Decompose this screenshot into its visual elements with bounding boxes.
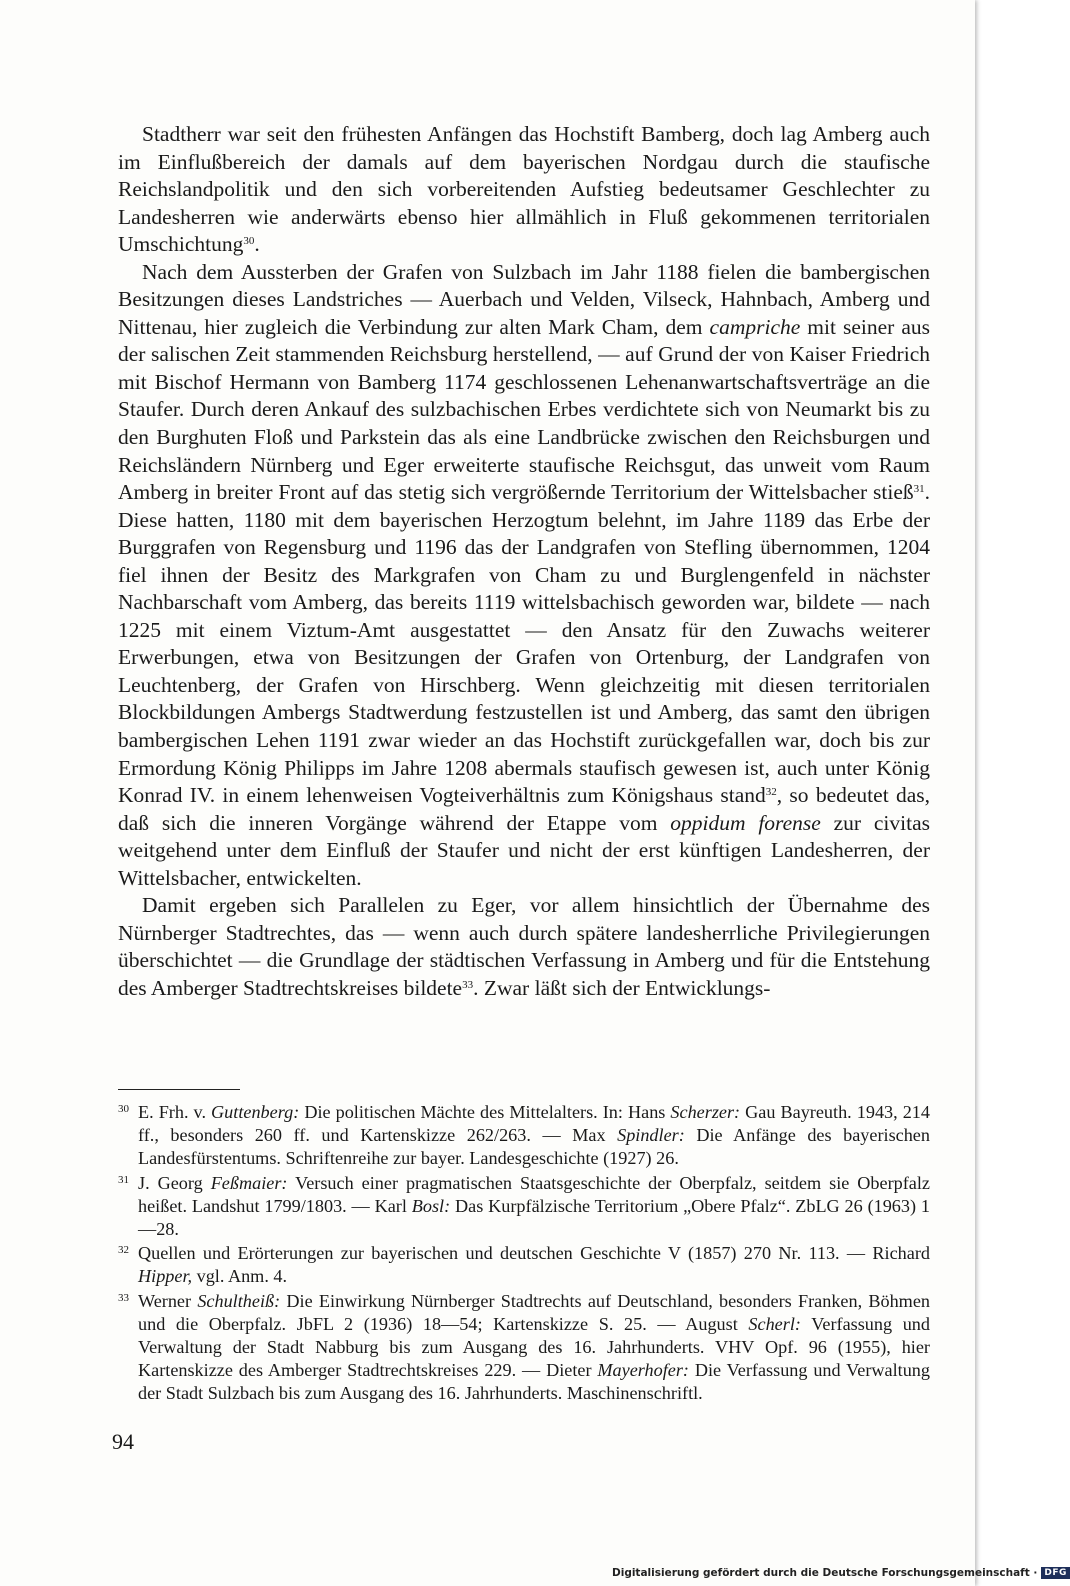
italic-text: campriche (709, 314, 801, 339)
paragraph-1 (118, 121, 930, 259)
text-run: Stadtherr war seit den frühesten Anfängen das Hochstift Bamberg, doch lag Amberg auch im Einflußbereich der damals auf dem bayerischen Nordgau durch die staufische Reichslandpolitik und den sich vorbereitenden Aufstieg bedeutsamer Geschlechter zu Landesherren wie anderwärts ebenso hier allmählich in Fluß gekommenen territorialen Umschichtung (118, 122, 930, 257)
text-run: Versuch einer pragmatischen Staatsgeschichte der Oberpfalz, seitdem sie Oberpfalz heißet. Landshut 1799/1803. — Karl (138, 1172, 930, 1216)
main-text (118, 121, 930, 1003)
footnote-33: 33 Werner Schultheiß: Die Einwirkung Nürnberger Stadtrechts auf Deutschland, besonders Franken, Böhmen und die Oberpfalz. JbFL 2 (1936) 18—54; Kartenskizze S. 25. — August Scherl: Verfassung und Verwaltung der Stadt Nabburg bis zum Ausgang des 16. Jahrhunderts. VHV Opf. 96 (1955), hier Kartenskizze des Amberger Stadtrechtskreises 229. — Dieter Mayerhofer: Die Verfassung und Verwaltung der Stadt Sulzbach bis zum Ausgang des 16. Jahrhunderts. Maschinenschriftl. (118, 1290, 930, 1404)
italic-text: Feßmaier: (210, 1172, 288, 1193)
text-run: Nach dem Aussterben der Grafen von Sulzbach im Jahr 1188 fielen die bambergischen Besitzungen dieses Landstriches — Auerbach und Velden, Vilseck, Hahnbach, Amberg und Nittenau, hier zugleich die Verbindung zur alten Mark Cham, dem (118, 259, 930, 339)
footnote-text (138, 1291, 930, 1404)
italic-text: Schultheiß: (197, 1290, 281, 1311)
text-run: Werner (138, 1290, 198, 1311)
text-run: Damit ergeben sich Parallelen zu Eger, vor allem hinsichtlich der Übernahme des Nürnberger Stadtrechtes, das — wenn auch durch spätere landesherrliche Privilegierungen überschichtet — die Grundlage der städtischen Verfassung in Amberg und für die Entstehung des Amberger Stadtrechtskreises bildete (118, 893, 930, 1000)
footnote-ref: 30 (243, 235, 255, 248)
italic-text: Scherzer: (670, 1102, 741, 1122)
text-run: . (254, 232, 260, 257)
footnote-ref: 31 (913, 483, 925, 496)
text-run: Die politischen Mächte des Mittelalters. In: Hans (299, 1102, 671, 1122)
text-run: Die Verfassung und Verwaltung der Stadt Sulzbach bis zum Ausgang des 16. Jahrhunderts. Maschinenschriftl. (138, 1360, 930, 1404)
text-run: Die Anfänge des bayerischen Landesfürstentums. Schriftenreihe zur bayer. Landesgeschichte (1927) 26. (138, 1125, 930, 1169)
italic-text: Guttenberg: (211, 1102, 300, 1122)
italic-text: Hipper, (138, 1266, 193, 1287)
text-run: mit seiner aus der salischen Zeit stammenden Reichsburg herstellend, — auf Grund der von Kaiser Friedrich mit Bischof Hermann von Bamberg 1174 geschlossenen Lehenanwartschaftsverträge an die Staufer. Durch deren Ankauf des sulzbachischen Erbes verdichtete sich von Neumarkt bis zu den Burghuten Floß und Parkstein das als eine Landbrücke zwischen den Reichsburgen und Reichsländern Nürnberg und Eger erweiterte staufische Reichsgut, das unweit vom Raum Amberg in breiter Front auf das stetig sich vergrößernde Territorium der Wittelsbacher stieß (118, 314, 930, 505)
paragraph-3 (118, 892, 930, 1002)
paragraph-2 (118, 259, 930, 893)
italic-text: Bosl: (411, 1195, 451, 1216)
text-run: Die Einwirkung Nürnberger Stadtrechts auf Deutschland, besonders Franken, Böhmen und die Oberpfalz. JbFL 2 (1936) 18—54; Kartenskizze S. 25. — August (138, 1290, 930, 1334)
italic-text: Scherl: (748, 1313, 801, 1334)
credit-text: Digitalisierung gefördert durch die Deutsche Forschungsgemeinschaft · (612, 1567, 1038, 1579)
text-run: , so bedeutet das, daß sich die inneren Vorgänge während der Etappe vom (118, 783, 930, 835)
footnote-text (138, 1243, 930, 1286)
italic-text: Mayerhofer: (597, 1360, 689, 1381)
footnote-ref: 33 (462, 978, 474, 991)
text-run: Das Kurpfälzische Territorium „Obere Pfalz“. ZbLG 26 (1963) 1—28. (138, 1195, 930, 1240)
dfg-logo: DFG (1041, 1567, 1070, 1579)
footnote-text (138, 1102, 930, 1168)
footnote-separator (118, 1089, 240, 1090)
text-run: Gau Bayreuth. 1943, 214 ff., besonders 260 ff. und Kartenskizze 262/263. — Max (138, 1102, 930, 1146)
footnote-30: 30 E. Frh. v. Guttenberg: Die politischen Mächte des Mittelalters. In: Hans Scherzer: Gau Bayreuth. 1943, 214 ff., besonders 260 ff. und Kartenskizze 262/263. — Max Spindler: Die Anfänge des bayerischen Landesfürstentums. Schriftenreihe zur bayer. Landesgeschichte (1927) 26. (118, 1102, 930, 1169)
text-run: E. Frh. v. (138, 1102, 212, 1122)
text-run: . Zwar läßt sich der Entwicklungs- (473, 975, 771, 1000)
text-run: zur civitas weitgehend unter dem Einfluß der Staufer und nicht der erst künftigen Landesherren, der Wittelsbacher, entwickelten. (118, 810, 931, 890)
footnotes (118, 1101, 930, 1407)
text-run: vgl. Anm. 4. (192, 1266, 288, 1287)
footnote-32: 32 Quellen und Erörterungen zur bayerischen und deutschen Geschichte V (1857) 270 Nr. 113. — Richard Hipper, vgl. Anm. 4. (118, 1243, 930, 1287)
page-number: 94 (112, 1429, 134, 1454)
footnote-ref: 32 (765, 786, 777, 799)
italic-text: oppidum forense (670, 810, 821, 835)
text-run: . Diese hatten, 1180 mit dem bayerischen Herzogtum belehnt, im Jahre 1189 das Erbe der Burggrafen von Regensburg und 1196 das der Landgrafen von Stefling übernommen, 1204 fiel ihnen der Besitz des Markgrafen von Cham zu und Burglengenfeld in nächster Nachbarschaft vom Amberg, das bereits 1119 wittelsbachisch geworden war, bildete — nach 1225 mit einem Viztum-Amt ausgestattet — den Ansatz für den Zuwachs weiterer Erwerbungen, etwa von Besitzungen der Grafen von Ortenburg, der Landgrafen von Leuchtenberg, der Grafen von Hirschberg. Wenn gleichzeitig mit diesen territorialen Blockbildungen Ambergs Stadtwerdung festzustellen ist und Amberg, das samt den übrigen bambergischen Lehen 1191 zwar wieder an das Hochstift zurückgefallen war, doch bis zur Ermordung König Philipps im Jahre 1208 abermals staufisch gewesen ist, auch unter König Konrad IV. in einem lehenweisen Vogteiverhältnis zum Königshaus stand (118, 480, 930, 808)
footnote-text (138, 1173, 930, 1239)
text-run: J. Georg (138, 1172, 211, 1193)
text-run: Verfassung und Verwaltung der Stadt Nabburg bis zum Ausgang des 16. Jahrhunderts. VHV Opf. 96 (1955), hier Kartenskizze des Amberger Stadtrechtskreises 229. — Dieter (138, 1313, 930, 1381)
footnote-31: 31 J. Georg Feßmaier: Versuch einer pragmatischen Staatsgeschichte der Oberpfalz, seitdem sie Oberpfalz heißet. Landshut 1799/1803. — Karl Bosl: Das Kurpfälzische Territorium „Obere Pfalz“. ZbLG 26 (1963) 1—28. (118, 1172, 930, 1240)
digitization-credit (612, 1563, 1067, 1583)
text-run: Quellen und Erörterungen zur bayerischen und deutschen Geschichte V (1857) 270 Nr. 113. — Richard (138, 1243, 930, 1264)
italic-text: Spindler: (617, 1125, 685, 1146)
